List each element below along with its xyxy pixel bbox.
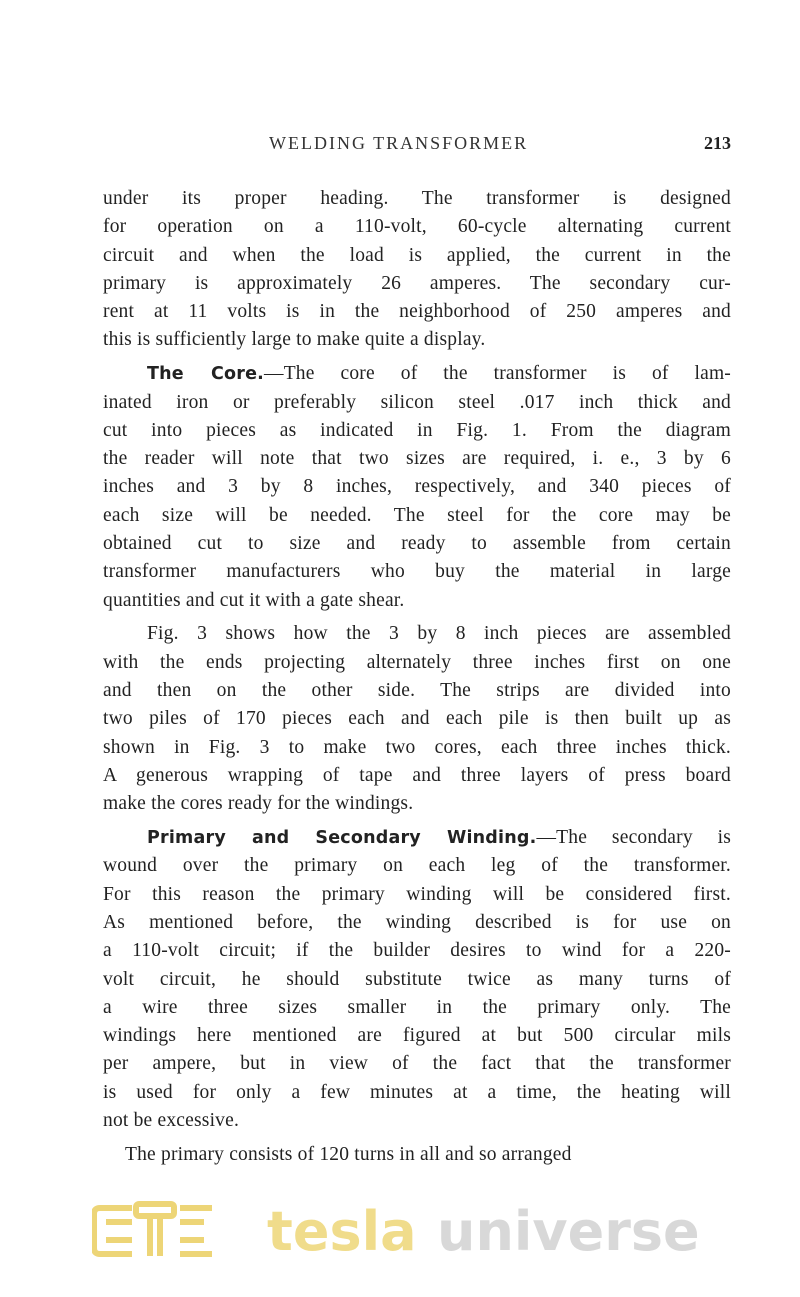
text-line bbox=[103, 852, 731, 880]
line-text: windings here mentioned are figured at but 500 circular mils bbox=[103, 1025, 731, 1047]
line-text: per ampere, but in view of the fact that the transformer bbox=[103, 1053, 731, 1075]
running-header bbox=[103, 133, 731, 159]
page-number: 213 bbox=[704, 133, 731, 153]
line-text: is used for only a few minutes at a time, the heating will bbox=[103, 1081, 731, 1103]
line-text: the reader will note that two sizes are required, i. e., 3 by 6 bbox=[103, 448, 731, 470]
line-text: cut into pieces as indicated in Fig. 1. From the diagram bbox=[103, 419, 731, 441]
text-line bbox=[103, 417, 731, 445]
text-line bbox=[103, 326, 731, 354]
watermark-text-universe: universe bbox=[437, 1200, 700, 1262]
text-line bbox=[103, 242, 731, 270]
text-line bbox=[103, 937, 731, 965]
text-line bbox=[103, 445, 731, 473]
text-line bbox=[103, 620, 731, 648]
line-text: each size will be needed. The steel for the core may be bbox=[103, 504, 731, 526]
text-line bbox=[103, 270, 731, 298]
text-line bbox=[103, 502, 731, 530]
text-line bbox=[103, 824, 731, 852]
text-line bbox=[103, 558, 731, 586]
line-text: this is sufficiently large to make quite a display. bbox=[103, 329, 486, 351]
text-line bbox=[103, 762, 731, 790]
line-text: The primary consists of 120 turns in all and so arranged bbox=[125, 1143, 572, 1165]
text-line bbox=[103, 966, 731, 994]
line-text: for operation on a 110-volt, 60-cycle alternating current bbox=[103, 216, 731, 238]
line-text: and then on the other side. The strips are divided into bbox=[103, 680, 731, 702]
text-line bbox=[103, 1050, 731, 1078]
text-line bbox=[103, 185, 731, 213]
line-text: —The secondary is bbox=[536, 827, 731, 849]
running-title: WELDING TRANSFORMER bbox=[269, 133, 529, 153]
text-line bbox=[103, 790, 731, 818]
paragraph bbox=[103, 1141, 731, 1169]
line-text: volt circuit, he should substitute twice as many turns of bbox=[103, 968, 731, 990]
tesla-universe-watermark bbox=[92, 1200, 732, 1262]
line-text: —The core of the transformer is of lam- bbox=[264, 363, 732, 385]
text-line bbox=[103, 881, 731, 909]
line-text: obtained cut to size and ready to assemble from certain bbox=[103, 533, 731, 555]
line-text: a wire three sizes smaller in the primary only. The bbox=[103, 996, 731, 1018]
line-text: rent at 11 volts is in the neighborhood of 250 amperes and bbox=[103, 301, 731, 323]
text-line bbox=[103, 994, 731, 1022]
paragraph bbox=[103, 824, 731, 1135]
text-line bbox=[103, 587, 731, 615]
paragraph bbox=[103, 620, 731, 818]
line-text: For this reason the primary winding will be considered first. bbox=[103, 883, 731, 905]
tesla-coil-logo-icon bbox=[94, 1204, 212, 1256]
paragraph bbox=[103, 185, 731, 355]
line-text: inated iron or preferably silicon steel .017 inch thick and bbox=[103, 391, 731, 413]
line-text: quantities and cut it with a gate shear. bbox=[103, 589, 405, 611]
text-line bbox=[103, 1079, 731, 1107]
text-line bbox=[103, 909, 731, 937]
line-text: with the ends projecting alternately three inches first on one bbox=[103, 651, 731, 673]
line-text: make the cores ready for the windings. bbox=[103, 793, 414, 815]
text-line bbox=[103, 213, 731, 241]
line-text: a 110-volt circuit; if the builder desires to wind for a 220- bbox=[103, 940, 731, 962]
line-text: As mentioned before, the winding described is for use on bbox=[103, 911, 731, 933]
text-line bbox=[103, 734, 731, 762]
line-text: primary is approximately 26 amperes. The secondary cur- bbox=[103, 272, 731, 294]
line-text: shown in Fig. 3 to make two cores, each three inches thick. bbox=[103, 736, 731, 758]
line-text: two piles of 170 pieces each and each pile is then built up as bbox=[103, 708, 731, 730]
line-text: inches and 3 by 8 inches, respectively, and 340 pieces of bbox=[103, 476, 731, 498]
line-text: under its proper heading. The transformer is designed bbox=[103, 188, 731, 209]
text-line bbox=[103, 360, 731, 388]
section-heading: Primary and Secondary Winding. bbox=[147, 828, 537, 849]
line-text: wound over the primary on each leg of the transformer. bbox=[103, 855, 731, 877]
text-line bbox=[103, 389, 731, 417]
watermark-text-tesla: tesla bbox=[267, 1200, 417, 1262]
text-line bbox=[103, 649, 731, 677]
line-text: not be excessive. bbox=[103, 1110, 240, 1131]
line-text: transformer manufacturers who buy the material in large bbox=[103, 561, 731, 583]
text-line bbox=[103, 705, 731, 733]
paragraph bbox=[103, 360, 731, 615]
line-text: circuit and when the load is applied, the current in the bbox=[103, 244, 731, 266]
text-line bbox=[103, 1141, 731, 1169]
line-text: A generous wrapping of tape and three layers of press board bbox=[103, 764, 731, 786]
text-line bbox=[103, 298, 731, 326]
text-line bbox=[103, 1107, 731, 1135]
section-heading: The Core. bbox=[147, 364, 264, 385]
line-text: Fig. 3 shows how the 3 by 8 inch pieces are assembled bbox=[147, 623, 731, 645]
text-line bbox=[103, 677, 731, 705]
text-line bbox=[103, 1022, 731, 1050]
text-line bbox=[103, 530, 731, 558]
text-line bbox=[103, 473, 731, 501]
body-text bbox=[103, 185, 731, 1169]
